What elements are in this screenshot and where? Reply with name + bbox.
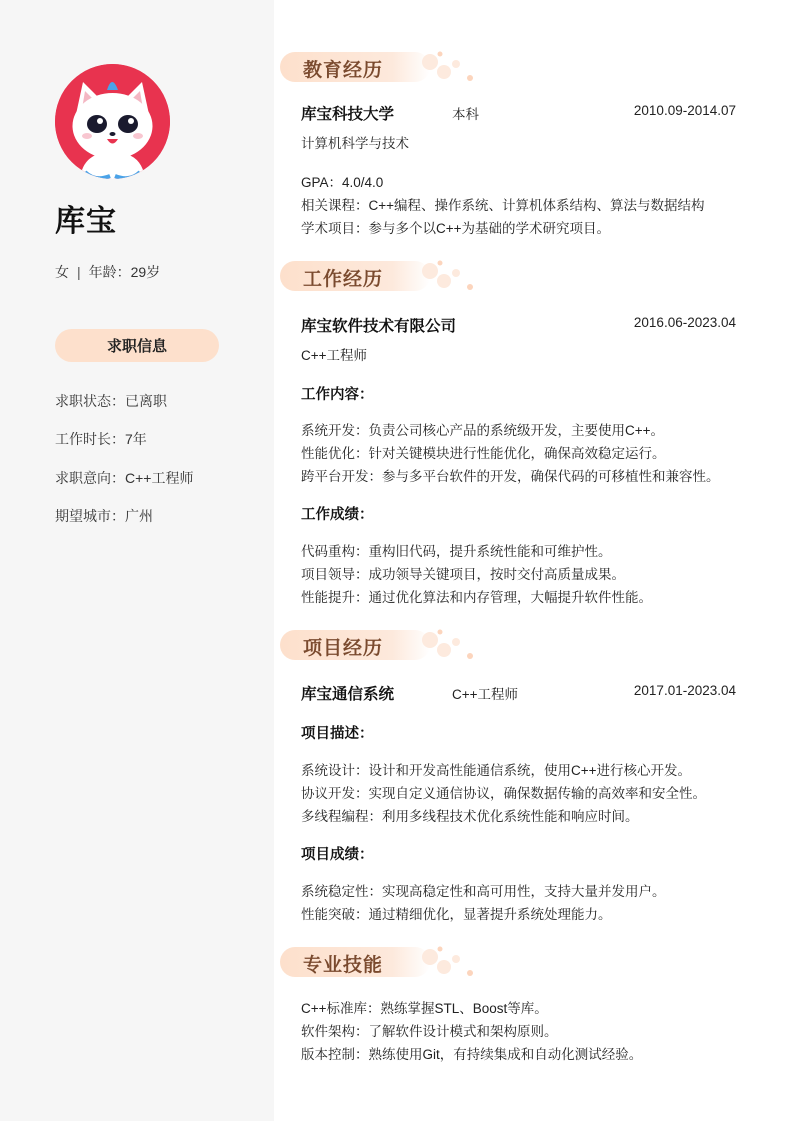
courses: 相关课程：C++编程、操作系统、计算机体系结构、算法与数据结构 xyxy=(301,198,705,213)
skill-item: C++标准库：熟练掌握STL、Boost等库。 xyxy=(301,1001,548,1016)
school-name: 库宝科技大学 xyxy=(301,106,395,123)
work-achievement-item: 代码重构：重构旧代码，提升系统性能和可维护性。 xyxy=(301,544,612,559)
work-content-item: 性能优化：针对关键模块进行性能优化，确保高效稳定运行。 xyxy=(301,446,666,461)
major: 计算机科学与技术 xyxy=(301,136,409,151)
section-title-work: 工作经历 xyxy=(303,269,384,290)
project-result-item: 系统稳定性：实现高稳定性和高可用性，支持大量并发用户。 xyxy=(301,884,666,899)
work-content-heading: 工作内容： xyxy=(301,387,374,403)
section-header-work xyxy=(280,259,480,295)
project-role: C++工程师 xyxy=(452,687,519,702)
project-name: 库宝通信系统 xyxy=(301,686,395,703)
work-achievement-item: 性能提升：通过优化算法和内存管理，大幅提升软件性能。 xyxy=(301,590,652,605)
candidate-name: 库宝 xyxy=(55,205,117,238)
work-achievements-heading: 工作成绩： xyxy=(301,507,374,523)
company-name: 库宝软件技术有限公司 xyxy=(301,318,457,335)
work-content-item: 系统开发：负责公司核心产品的系统级开发，主要使用C++。 xyxy=(301,423,665,438)
section-header-skills xyxy=(280,945,480,981)
project-desc-item: 多线程编程：利用多线程技术优化系统性能和响应时间。 xyxy=(301,809,639,824)
work-content-item: 跨平台开发：参与多平台软件的开发，确保代码的可移植性和兼容性。 xyxy=(301,469,720,484)
age: 年龄：29岁 xyxy=(88,264,161,280)
project-desc-item: 系统设计：设计和开发高性能通信系统，使用C++进行核心开发。 xyxy=(301,763,692,778)
project-results-heading: 项目成绩： xyxy=(301,847,374,863)
project-result-item: 性能突破：通过精细优化，显著提升系统处理能力。 xyxy=(301,907,612,922)
section-header-education xyxy=(280,50,480,86)
work-period: 2016.06-2023.04 xyxy=(633,315,736,330)
work-years: 工作时长：7年 xyxy=(55,431,147,447)
work-achievement-item: 项目领导：成功领导关键项目，按时交付高质量成果。 xyxy=(301,567,625,582)
section-header-project xyxy=(280,628,480,664)
position: C++工程师 xyxy=(301,348,368,363)
section-title-project: 项目经历 xyxy=(303,638,384,659)
job-status: 求职状态：已离职 xyxy=(55,393,167,409)
section-title-skills: 专业技能 xyxy=(303,955,384,976)
gpa: GPA：4.0/4.0 xyxy=(301,175,384,190)
project-period: 2017.01-2023.04 xyxy=(633,683,736,698)
skill-item: 软件架构：了解软件设计模式和架构原则。 xyxy=(301,1024,558,1039)
project-desc-heading: 项目描述： xyxy=(301,726,374,742)
job-intention: 求职意向：C++工程师 xyxy=(55,470,194,486)
project-desc-item: 协议开发：实现自定义通信协议，确保数据传输的高效率和安全性。 xyxy=(301,786,706,801)
job-info-heading: 求职信息 xyxy=(55,329,219,362)
skill-item: 版本控制：熟练使用Git，有持续集成和自动化测试经验。 xyxy=(301,1047,643,1062)
education-period: 2010.09-2014.07 xyxy=(633,103,736,118)
degree: 本科 xyxy=(452,107,479,122)
academic-projects: 学术项目：参与多个以C++为基础的学术研究项目。 xyxy=(301,221,611,236)
section-title-education: 教育经历 xyxy=(303,60,384,81)
gender: 女 xyxy=(55,264,69,280)
separator: | xyxy=(77,264,81,280)
expected-city: 期望城市：广州 xyxy=(55,508,153,524)
